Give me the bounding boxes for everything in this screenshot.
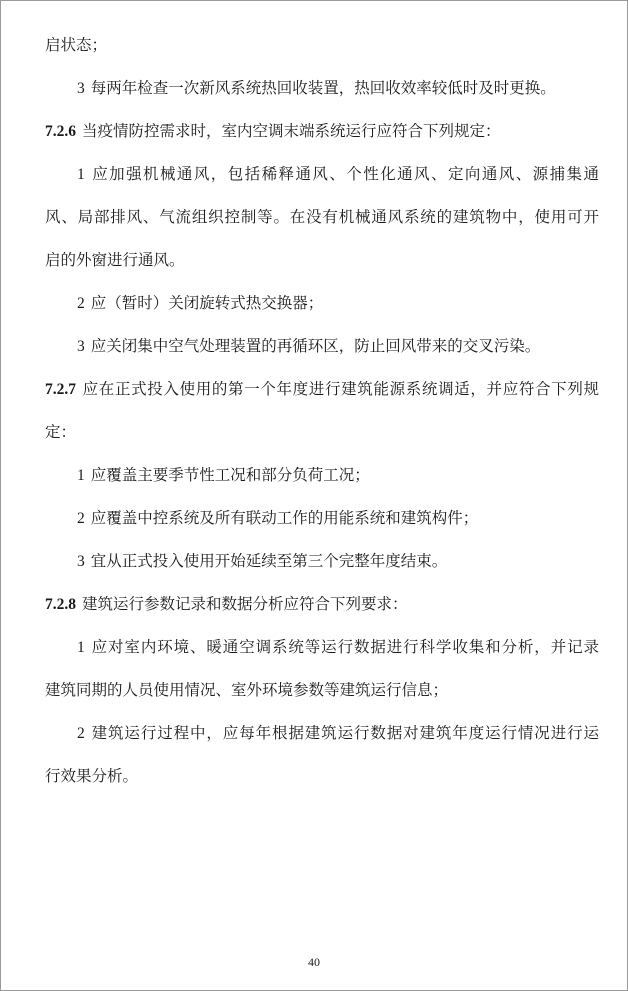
clause-heading-7-2-6: [45, 121, 501, 142]
text-content: 行效果分析。: [45, 767, 139, 785]
text-content: 风、局部排风、气流组织控制等。在没有机械通风系统的建筑物中，使用可开: [45, 208, 599, 226]
text-content: 定：: [45, 423, 77, 441]
list-item: [77, 637, 599, 658]
item-number: 1: [77, 639, 85, 656]
list-item: [77, 551, 447, 572]
item-text: 每两年检查一次新风系统热回收装置，热回收效率较低时及时更换。: [90, 79, 556, 97]
text-line: [45, 250, 185, 270]
item-text: 建筑运行过程中，应每年根据建筑运行数据对建筑年度运行情况进行运: [90, 724, 599, 742]
list-item: [77, 78, 556, 99]
text-line: [45, 422, 76, 442]
text-content: 启的外窗进行通风。: [45, 251, 185, 269]
clause-number: 7.2.6: [45, 123, 76, 140]
text-content: 启状态；: [45, 36, 108, 54]
item-text: 应对室内环境、暖通空调系统等运行数据进行科学收集和分析，并记录: [90, 638, 599, 656]
clause-heading-7-2-8: [45, 594, 408, 615]
clause-text: 建筑运行参数记录和数据分析应符合下列要求：: [82, 595, 408, 613]
item-text: 应覆盖主要季节性工况和部分负荷工况；: [90, 466, 370, 484]
item-number: 2: [77, 725, 85, 742]
list-item: [77, 465, 370, 486]
list-item: [77, 164, 599, 185]
page-number: 40: [308, 955, 320, 969]
item-text: 应（暂时）关闭旋转式热交换器；: [90, 294, 324, 312]
item-text: 应覆盖中控系统及所有联动工作的用能系统和建筑构件；: [90, 509, 479, 527]
item-number: 3: [77, 80, 85, 97]
text-line: [45, 35, 107, 55]
list-item: [77, 336, 540, 357]
text-line: [45, 766, 138, 786]
item-number: 3: [77, 553, 85, 570]
item-number: 3: [77, 338, 85, 355]
item-text: 应加强机械通风，包括稀释通风、个性化通风、定向通风、源捕集通: [90, 165, 599, 183]
list-item: [77, 293, 323, 314]
item-text: 应关闭集中空气处理装置的再循环区，防止回风带来的交叉污染。: [90, 337, 541, 355]
text-line: [45, 680, 448, 700]
item-number: 1: [77, 467, 85, 484]
text-content: 建筑同期的人员使用情况、室外环境参数等建筑运行信息；: [45, 681, 449, 699]
item-number: 2: [77, 295, 85, 312]
clause-heading-7-2-7: [45, 379, 599, 400]
text-line: [45, 207, 599, 227]
list-item: [77, 723, 599, 744]
clause-text: 应在正式投入使用的第一个年度进行建筑能源系统调适，并应符合下列规: [82, 380, 599, 398]
item-text: 宜从正式投入使用开始延续至第三个完整年度结束。: [90, 552, 448, 570]
item-number: 2: [77, 510, 85, 527]
clause-text: 当疫情防控需求时，室内空调末端系统运行应符合下列规定：: [82, 122, 501, 140]
clause-number: 7.2.7: [45, 381, 76, 398]
clause-number: 7.2.8: [45, 596, 76, 613]
item-number: 1: [77, 166, 85, 183]
list-item: [77, 508, 478, 529]
